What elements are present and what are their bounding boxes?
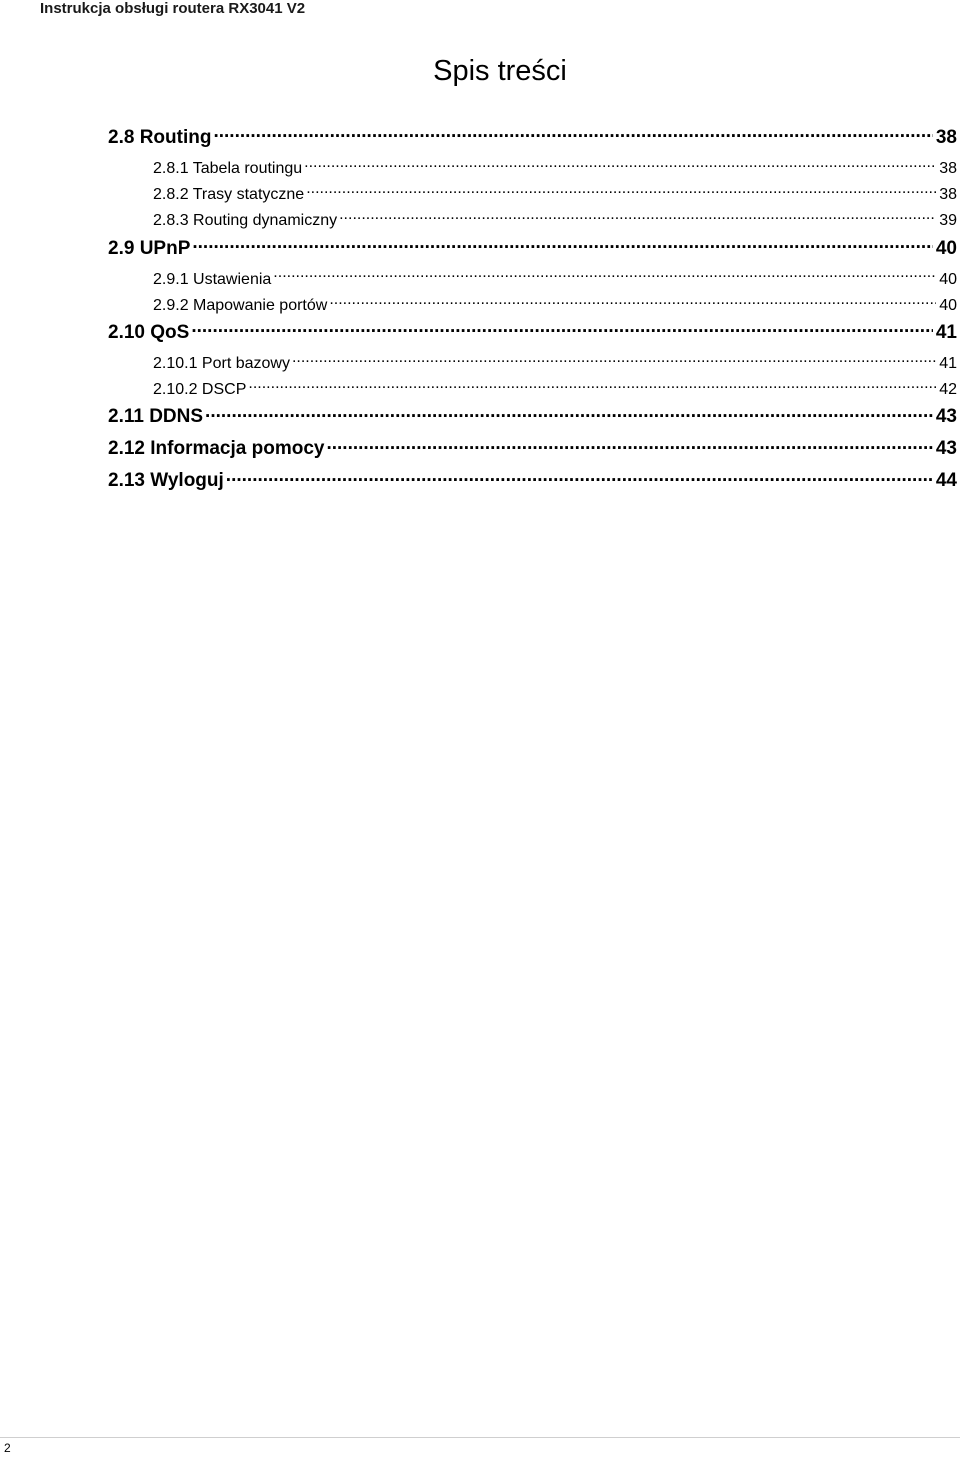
toc-leader-dots [226, 467, 933, 486]
toc-leader-dots [304, 157, 936, 173]
toc-page-number: 38 [935, 127, 957, 148]
toc-entry-2-10-2[interactable] [108, 377, 957, 403]
toc-page-number: 43 [935, 406, 957, 428]
toc-entry-label: 2.8.3 Routing dynamiczny [153, 212, 338, 230]
footer-divider [0, 1437, 960, 1438]
toc-entry-label: 2.9 UPnP [108, 237, 191, 259]
toc-entry-label: 2.12 Informacja pomocy [108, 438, 325, 460]
toc-leader-dots [192, 235, 932, 254]
toc-page-number: 39 [939, 212, 957, 230]
toc-leader-dots [339, 209, 936, 225]
toc-page-number: 42 [939, 381, 957, 399]
toc-leader-dots [329, 294, 936, 310]
toc-page-number: 44 [935, 470, 957, 492]
toc-leader-dots [326, 435, 932, 454]
toc-entry-label: 2.10.1 Port bazowy [153, 354, 290, 372]
toc-entry-2-9[interactable] [108, 235, 957, 267]
toc-entry-label: 2.13 Wyloguj [108, 470, 224, 492]
page-number: 2 [4, 1441, 11, 1455]
toc-entry-2-11[interactable] [108, 403, 957, 435]
toc-page-number: 40 [935, 237, 957, 259]
toc-leader-dots [248, 378, 936, 394]
toc-entry-label: 2.9.1 Ustawienia [153, 270, 272, 288]
toc-entry-2-8-1[interactable] [108, 156, 957, 182]
toc-leader-dots [205, 403, 933, 422]
toc-page-number: 41 [939, 354, 957, 372]
toc-entry-2-8-3[interactable] [108, 208, 957, 234]
toc-leader-dots [306, 183, 936, 199]
toc-page-number: 38 [939, 160, 957, 177]
toc-leader-dots [213, 124, 932, 143]
toc-entry-label: 2.11 DDNS [108, 406, 204, 428]
page-title: Spis treści [433, 55, 567, 87]
toc-entry-2-12[interactable] [108, 435, 957, 467]
toc-page-number: 38 [939, 186, 957, 204]
toc-page-number: 40 [939, 296, 957, 314]
toc-entry-label: 2.9.2 Mapowanie portów [153, 296, 328, 314]
toc-entry-2-9-1[interactable] [108, 267, 957, 293]
toc-page-number: 40 [939, 270, 957, 288]
toc-entry-2-10-1[interactable] [108, 351, 957, 377]
toc-leader-dots [191, 319, 933, 338]
toc-entry-label: 2.8.1 Tabela routingu [153, 160, 303, 177]
toc-page-number: 43 [935, 438, 957, 460]
toc-leader-dots [273, 268, 936, 284]
toc-entry-label: 2.8.2 Trasy statyczne [153, 186, 305, 204]
table-of-contents [108, 124, 957, 499]
toc-entry-2-13[interactable] [108, 467, 957, 499]
toc-leader-dots [292, 352, 936, 368]
toc-entry-label: 2.10.2 DSCP [153, 381, 247, 399]
toc-entry-label: 2.8 Routing [108, 127, 212, 148]
toc-entry-2-10[interactable] [108, 319, 957, 351]
toc-entry-2-9-2[interactable] [108, 293, 957, 319]
toc-entry-2-8[interactable] [108, 124, 957, 156]
running-header: Instrukcja obsługi routera RX3041 V2 [40, 0, 306, 17]
toc-entry-2-8-2[interactable] [108, 182, 957, 208]
toc-page-number: 41 [935, 321, 957, 343]
toc-entry-label: 2.10 QoS [108, 321, 190, 343]
